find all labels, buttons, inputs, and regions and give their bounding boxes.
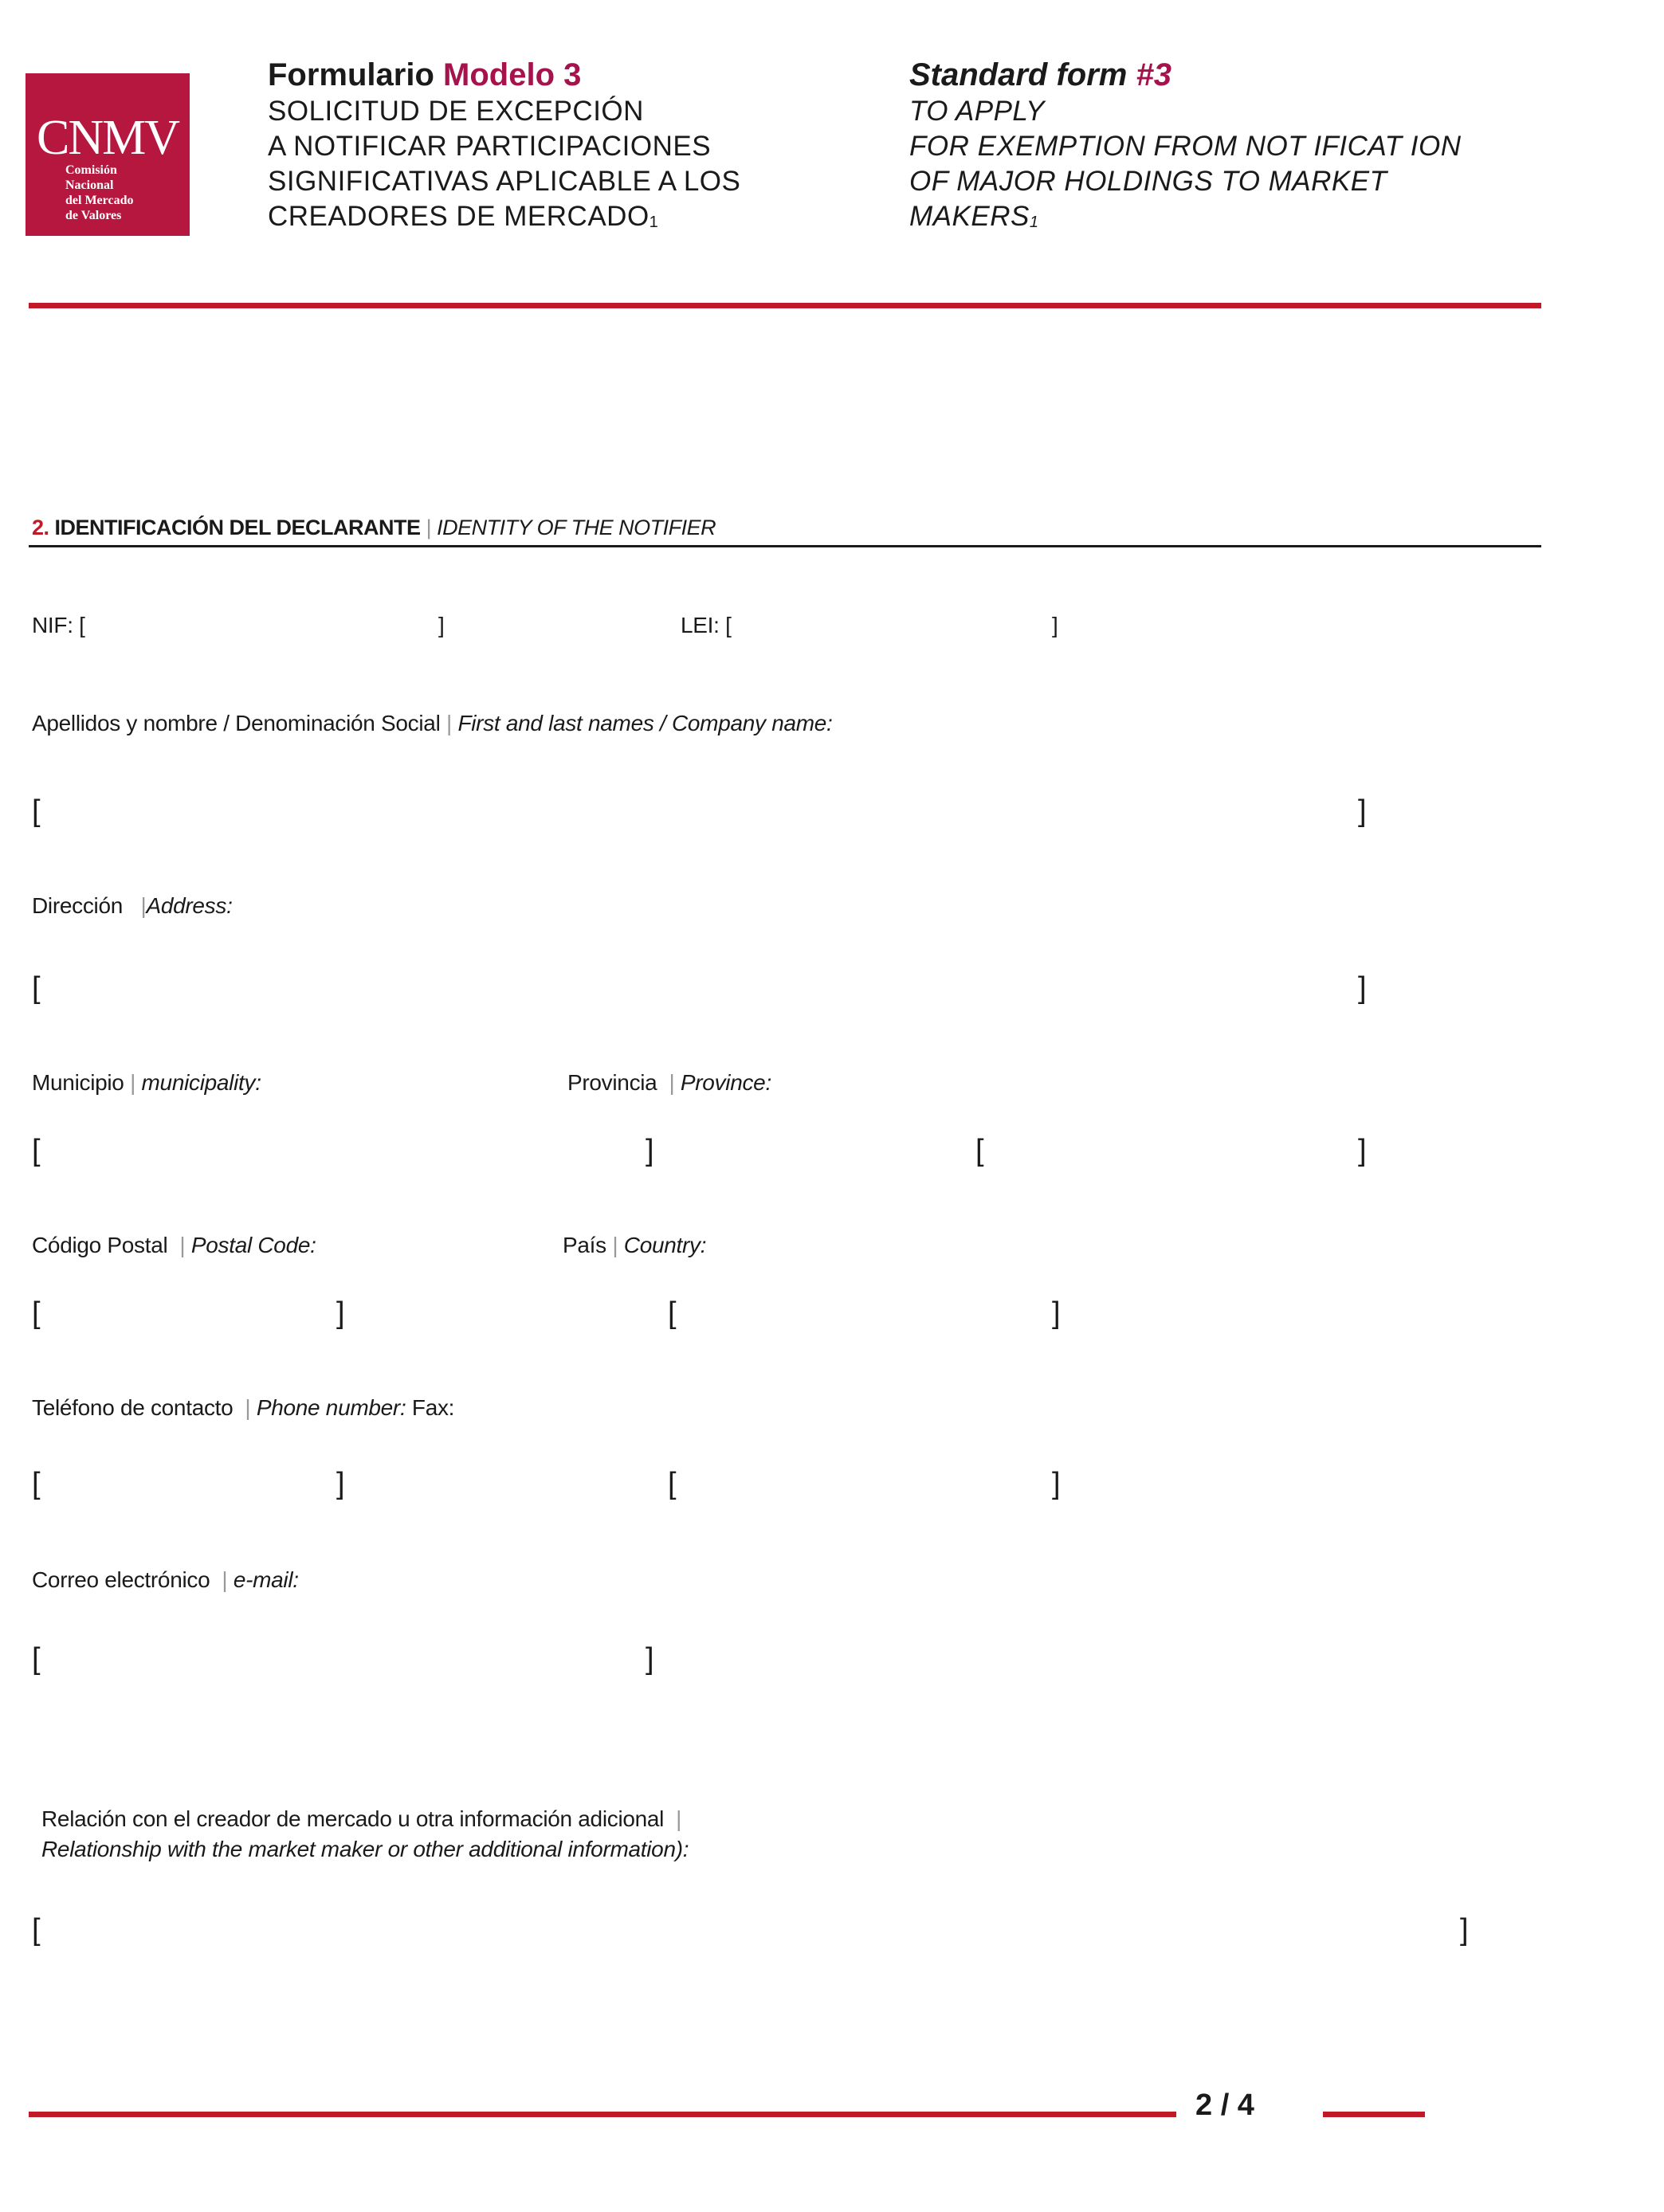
- municipality-field[interactable]: [51, 1133, 641, 1168]
- logo-abbr: CNMV: [36, 111, 179, 165]
- phone-open-bracket: [: [32, 1467, 41, 1500]
- email-label: Correo electrónico | e-mail:: [32, 1567, 299, 1592]
- postal-code-close-bracket: ]: [336, 1296, 345, 1330]
- municipality-label: Municipio | municipality:: [32, 1070, 261, 1095]
- name-open-bracket: [: [32, 794, 41, 828]
- country-field[interactable]: [687, 1296, 1046, 1331]
- section-divider: [29, 545, 1541, 547]
- relationship-field[interactable]: [51, 1912, 1454, 1947]
- address-label: Dirección |Address:: [32, 893, 233, 918]
- header-en-line: TO APPLY: [909, 96, 1046, 127]
- province-open-bracket: [: [975, 1134, 984, 1167]
- province-close-bracket: ]: [1358, 1134, 1367, 1167]
- fax-close-bracket: ]: [1052, 1467, 1061, 1500]
- postal-code-label: Código Postal | Postal Code:: [32, 1233, 316, 1257]
- country-label: País | Country:: [563, 1233, 707, 1257]
- fax-label: Fax:: [411, 1395, 455, 1420]
- header-es-title: Formulario Modelo 3: [268, 57, 582, 92]
- phone-label: Teléfono de contacto | Phone number: Fax:: [32, 1395, 455, 1420]
- postal-code-open-bracket: [: [32, 1296, 41, 1330]
- header-en: [909, 56, 1462, 238]
- province-label: Provincia | Province:: [567, 1070, 771, 1095]
- lei-label: LEI: [: [681, 613, 732, 637]
- address-field[interactable]: [51, 971, 1350, 1006]
- header-es-line: A NOTIFICAR PARTICIPACIONES: [268, 131, 712, 162]
- phone-field[interactable]: [51, 1466, 330, 1501]
- email-field[interactable]: [51, 1641, 641, 1677]
- header-es-line: CREADORES DE $MERCADO_1$: [268, 201, 659, 232]
- header-es: [268, 56, 740, 238]
- header-en-title: Standard form #3: [909, 57, 1171, 92]
- fax-open-bracket: [: [668, 1467, 677, 1500]
- phone-close-bracket: ]: [336, 1467, 345, 1500]
- province-field[interactable]: [995, 1133, 1353, 1168]
- lei-close-bracket: ]: [1052, 613, 1058, 637]
- footnote-ref: 1: [649, 214, 659, 231]
- relationship-open-bracket: [: [32, 1913, 41, 1947]
- header-es-line: SOLICITUD DE EXCEPCIÓN: [268, 96, 644, 127]
- footer-rule-left: [29, 2112, 1176, 2117]
- cnmv-logo: [26, 73, 190, 236]
- header-es-line: SIGNIFICATIVAS APLICABLE A LOS: [268, 166, 741, 197]
- name-label: Apellidos y nombre / Denominación Social | First and last names / Company name:: [32, 711, 833, 735]
- address-close-bracket: ]: [1358, 971, 1367, 1005]
- fax-field[interactable]: [687, 1466, 1046, 1501]
- header-en-line: $MAKERS_1$: [909, 201, 1039, 232]
- country-open-bracket: [: [668, 1296, 677, 1330]
- logo-name: Comisión Nacional del Mercado de Valores: [65, 163, 134, 222]
- municipality-close-bracket: ]: [646, 1134, 654, 1167]
- country-close-bracket: ]: [1052, 1296, 1061, 1330]
- nif-close-bracket: ]: [438, 613, 445, 637]
- header-en-line: FOR EXEMPTION FROM NOT IFICAT ION: [909, 131, 1462, 162]
- header-divider: [29, 303, 1541, 308]
- name-field[interactable]: [51, 794, 1350, 829]
- header-en-line: OF MAJOR HOLDINGS TO MARKET: [909, 166, 1387, 197]
- municipality-open-bracket: [: [32, 1134, 41, 1167]
- address-open-bracket: [: [32, 971, 41, 1005]
- name-close-bracket: ]: [1358, 794, 1367, 828]
- postal-code-field[interactable]: [51, 1296, 330, 1331]
- email-close-bracket: ]: [646, 1642, 654, 1676]
- footnote-ref: 1: [1029, 214, 1039, 231]
- nif-label: NIF: [: [32, 613, 85, 637]
- relationship-label: Relación con el creador de mercado u otra información adicional | Relationship with the market maker or other additional information):: [41, 1806, 689, 1861]
- lei-field[interactable]: [725, 612, 1044, 639]
- footer-rule-right: [1323, 2112, 1425, 2117]
- page-number: 2 / 4: [1195, 2088, 1254, 2122]
- relationship-close-bracket: ]: [1460, 1913, 1469, 1947]
- section-title: 2. IDENTIFICACIÓN DEL DECLARANTE | IDENTITY OF THE NOTIFIER: [32, 516, 716, 539]
- email-open-bracket: [: [32, 1642, 41, 1676]
